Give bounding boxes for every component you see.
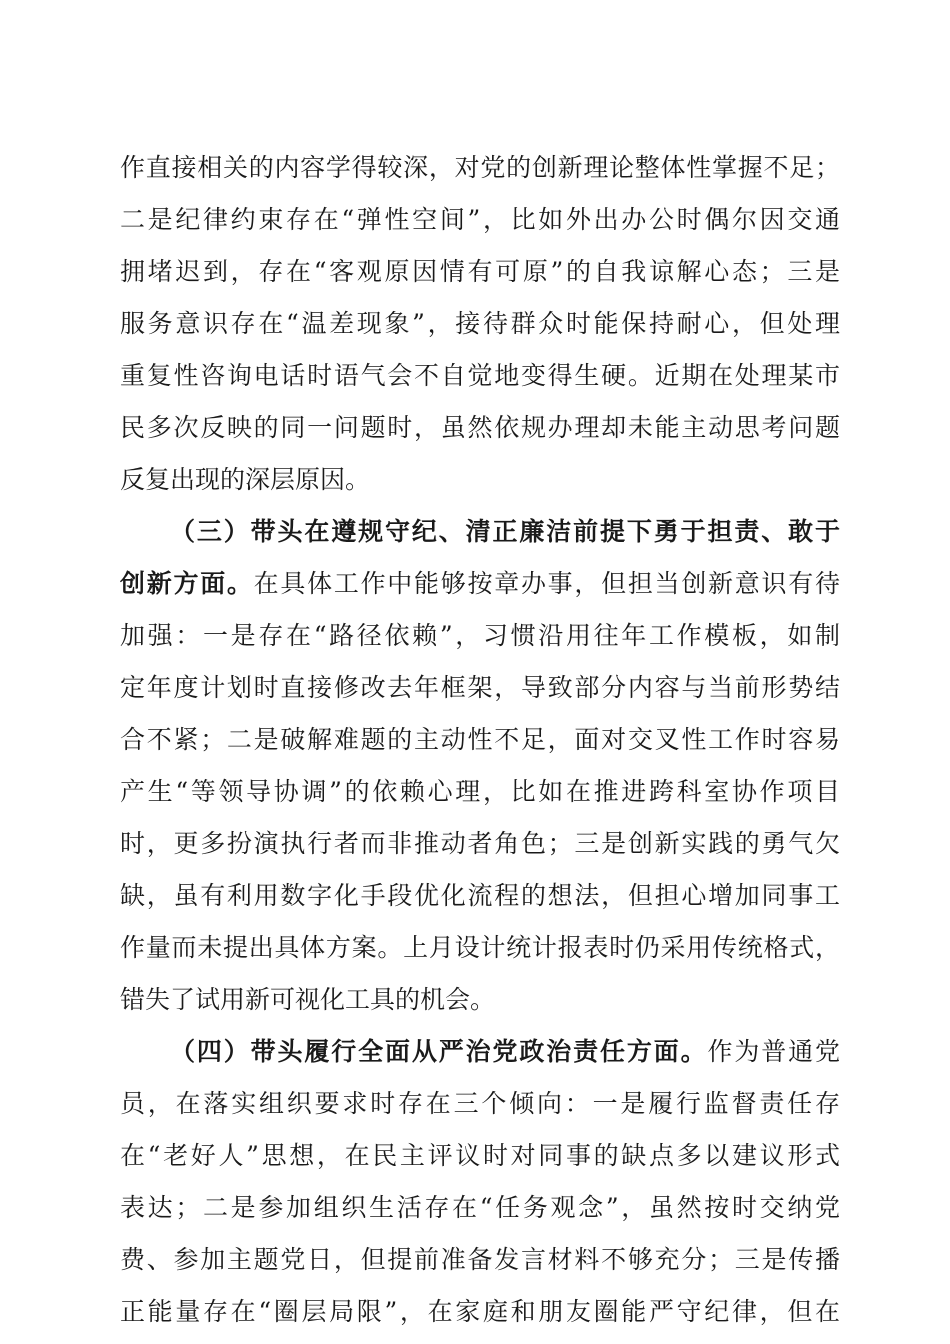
text-line: 作直接相关的内容学得较深，对党的创新理论整体性掌握不足； xyxy=(120,153,840,182)
section-three-text: 在具体工作中能够按章办事，但担当创新意识有待 xyxy=(253,569,840,598)
section-three-heading: （三）带头在遵规守纪、清正廉洁前提下勇于担责、敢于 xyxy=(170,517,840,546)
text-line: 加强：一是存在“路径依赖”，习惯沿用往年工作模板，如制 xyxy=(120,621,840,650)
text-line: 正能量存在“圈层局限”，在家庭和朋友圈能严守纪律，但在 xyxy=(120,1297,840,1326)
text-line: 时，更多扮演执行者而非推动者角色；三是创新实践的勇气欠 xyxy=(120,829,840,858)
text-line: 作量而未提出具体方案。上月设计统计报表时仍采用传统格式， xyxy=(120,933,840,962)
text-line: 产生“等领导协调”的依赖心理，比如在推进跨科室协作项目 xyxy=(120,777,840,806)
text-line: 缺，虽有利用数字化手段优化流程的想法，但担心增加同事工 xyxy=(120,881,840,910)
document-body xyxy=(120,142,840,1338)
section-four xyxy=(120,1026,840,1338)
text-line: 员，在落实组织要求时存在三个倾向：一是履行监督责任存 xyxy=(120,1089,840,1118)
section-four-heading: （四）带头履行全面从严治党政治责任方面。 xyxy=(170,1037,708,1066)
text-line: 反复出现的深层原因。 xyxy=(120,465,371,494)
text-line: 表达；二是参加组织生活存在“任务观念”，虽然按时交纳党 xyxy=(120,1193,840,1222)
text-line xyxy=(120,1026,840,1078)
text-line: 合不紧；二是破解难题的主动性不足，面对交叉性工作时容易 xyxy=(120,725,840,754)
text-line: 二是纪律约束存在“弹性空间”，比如外出办公时偶尔因交通 xyxy=(120,205,840,234)
section-three xyxy=(120,506,840,1026)
text-line: 拥堵迟到，存在“客观原因情有可原”的自我谅解心态；三是 xyxy=(120,257,840,286)
text-line: 服务意识存在“温差现象”，接待群众时能保持耐心，但处理 xyxy=(120,309,840,338)
text-line: 民多次反映的同一问题时，虽然依规办理却未能主动思考问题 xyxy=(120,413,840,442)
text-line: 费、参加主题党日，但提前准备发言材料不够充分；三是传播 xyxy=(120,1245,840,1274)
text-line: 重复性咨询电话时语气会不自觉地变得生硬。近期在处理某市 xyxy=(120,361,840,390)
text-line: 定年度计划时直接修改去年框架，导致部分内容与当前形势结 xyxy=(120,673,840,702)
section-three-heading-end: 创新方面。 xyxy=(120,569,254,598)
text-line: 在“老好人”思想，在民主评议时对同事的缺点多以建议形式 xyxy=(120,1141,840,1170)
section-four-text: 作为普通党 xyxy=(707,1037,840,1066)
paragraph-continuation xyxy=(120,142,840,506)
text-line: 错失了试用新可视化工具的机会。 xyxy=(120,985,496,1014)
text-line xyxy=(120,558,840,610)
